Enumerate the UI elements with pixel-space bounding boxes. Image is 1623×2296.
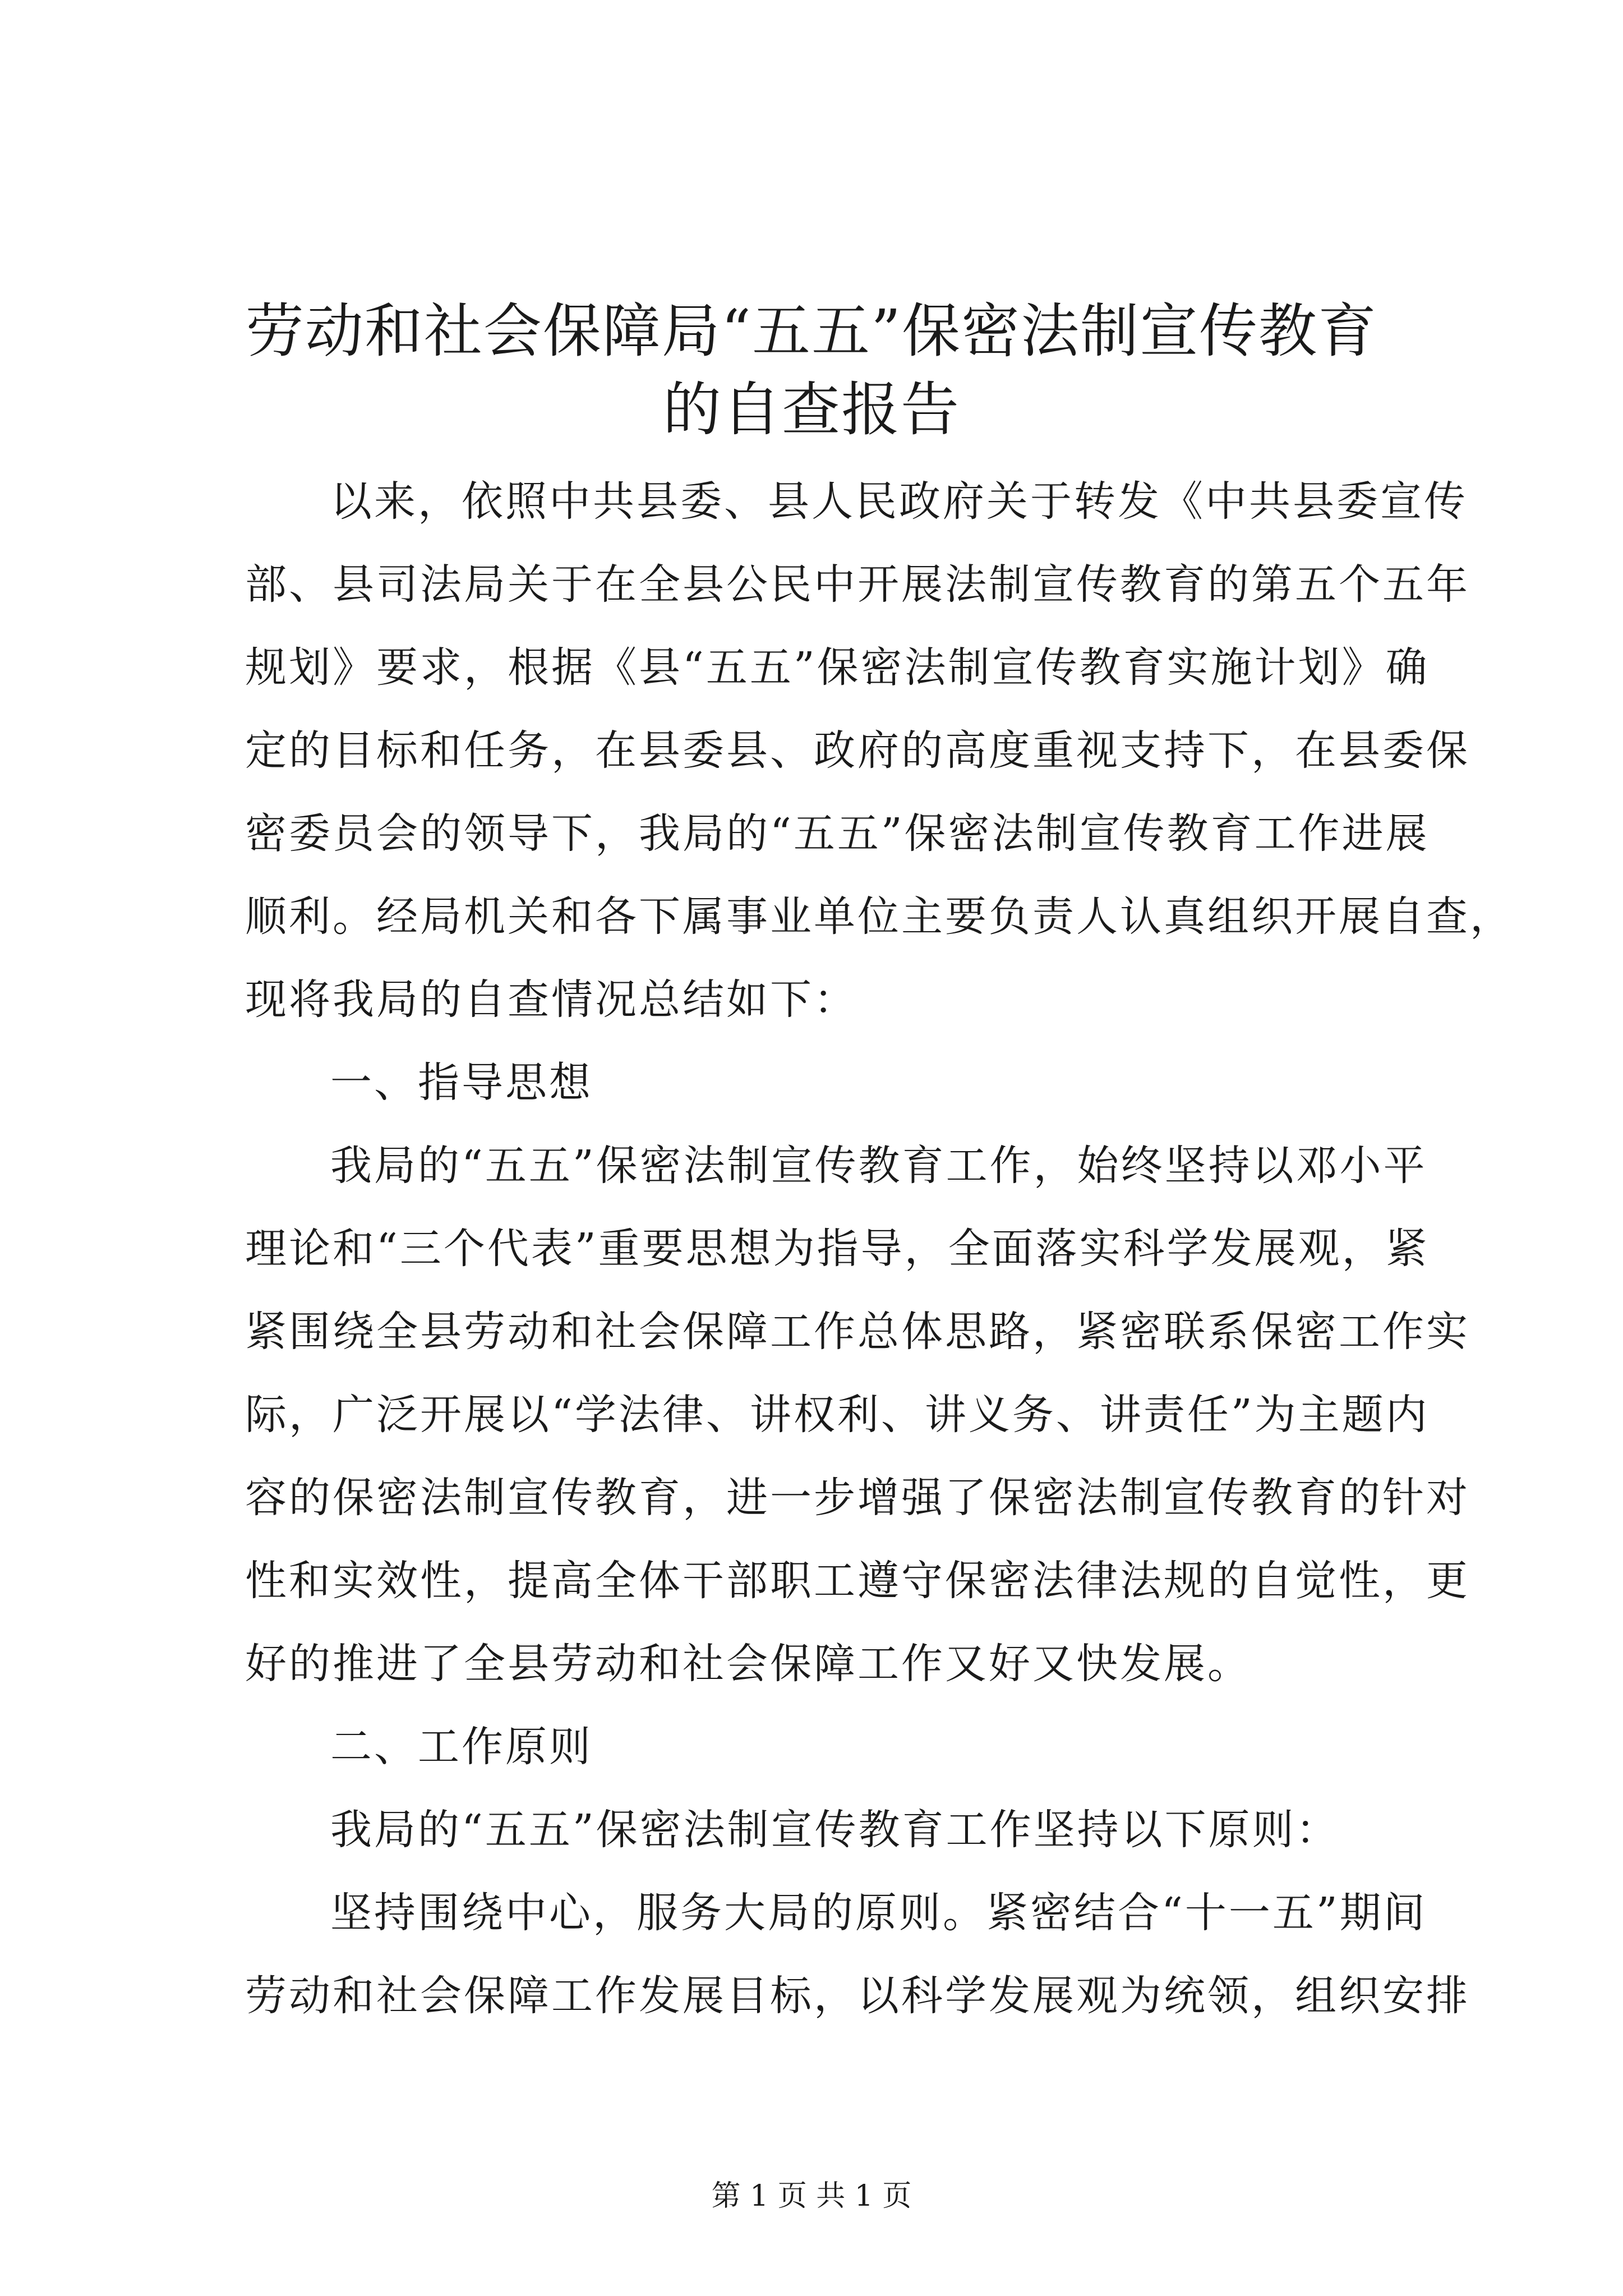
- section1-line: 我局的“五五”保密法制宣传教育工作，始终坚持以邓小平: [330, 1142, 1427, 1190]
- intro-line: 部、县司法局关于在全县公民中开展法制宣传教育的第五个五年: [245, 560, 1470, 609]
- intro-line: 定的目标和任务，在县委县、政府的高度重视支持下，在县委保: [245, 726, 1470, 775]
- intro-line: 现将我局的自查情况总结如下：: [245, 976, 857, 1024]
- intro-paragraph: [245, 460, 1514, 1041]
- section1-line: 紧围绕全县劳动和社会保障工作总体思路，紧密联系保密工作实: [245, 1308, 1470, 1356]
- document-body: [245, 460, 1514, 2037]
- section2-paragraph: [245, 1871, 1470, 2037]
- intro-line: 规划》要求，根据《县“五五”保密法制宣传教育实施计划》确: [245, 643, 1430, 692]
- intro-line: 以来，依照中共县委、县人民政府关于转发《中共县委宣传: [330, 477, 1468, 526]
- section2-line: 坚持围绕中心，服务大局的原则。紧密结合“十一五”期间: [330, 1889, 1427, 1937]
- section1-line: 性和实效性，提高全体干部职工遵守保密法律法规的自觉性，更: [245, 1557, 1470, 1605]
- section1-line: 理论和“三个代表”重要思想为指导，全面落实科学发展观，紧: [245, 1225, 1430, 1273]
- intro-line: 密委员会的领导下，我局的“五五”保密法制宣传教育工作进展: [245, 809, 1430, 858]
- document-title-line-1: 劳动和社会保障局“五五”保密法制宣传教育: [245, 297, 1378, 365]
- section1-line: 好的推进了全县劳动和社会保障工作又好又快发展。: [245, 1640, 1251, 1688]
- section1-line: 容的保密法制宣传教育，进一步增强了保密法制宣传教育的针对: [245, 1474, 1470, 1522]
- intro-line: 顺利。经局机关和各下属事业单位主要负责人认真组织开展自查，: [245, 892, 1514, 941]
- section-heading-work-principles: 二、工作原则: [330, 1723, 593, 1771]
- page-footer: 第 1 页 共 1 页: [711, 2179, 912, 2213]
- section2-intro: 我局的“五五”保密法制宣传教育工作坚持以下原则：: [330, 1806, 1340, 1854]
- section1-line: 际，广泛开展以“学法律、讲权利、讲义务、讲责任”为主题内: [245, 1391, 1430, 1439]
- section1-paragraph: [245, 1124, 1470, 1705]
- section2-line: 劳动和社会保障工作发展目标，以科学发展观为统领，组织安排: [245, 1972, 1470, 2020]
- section-heading-guiding-ideology: 一、指导思想: [330, 1059, 593, 1107]
- document-title-line-2: 的自查报告: [662, 375, 960, 444]
